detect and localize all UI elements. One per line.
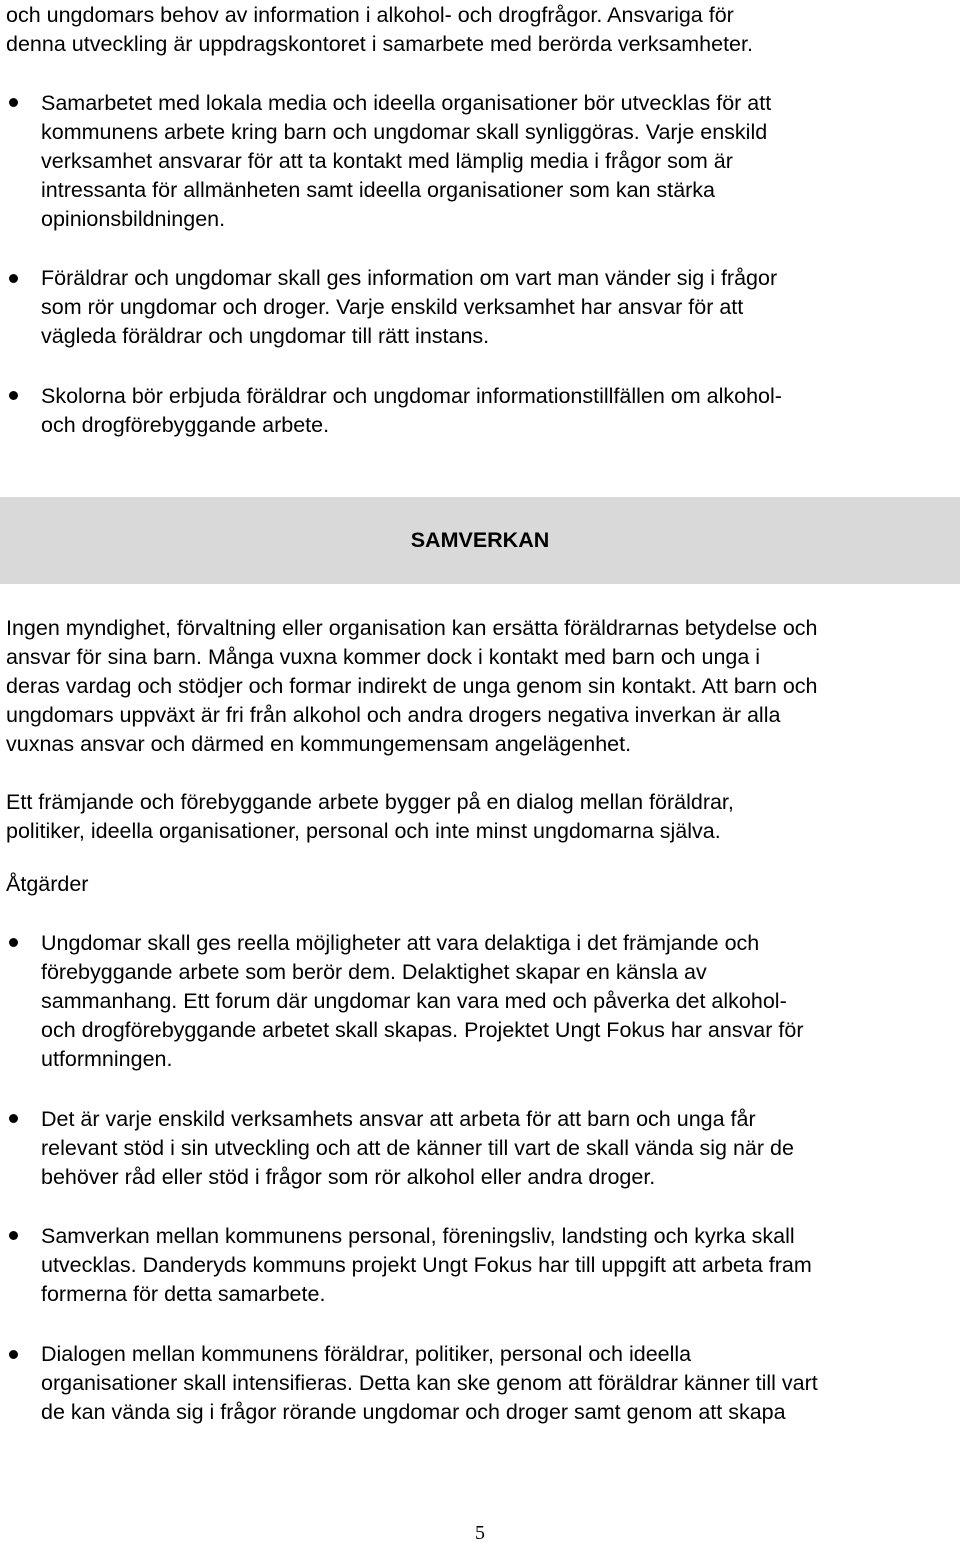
list-item-text: [41, 89, 771, 234]
text-line: förebyggande arbete som berör dem. Delaktighet skapar en känsla av: [41, 960, 707, 984]
text-line: som rör ungdomar och droger. Varje enskild verksamhet har ansvar för att: [41, 295, 744, 319]
text-line: vuxnas ansvar och därmed en kommungemensam angelägenhet.: [6, 732, 632, 756]
text-line: deras vardag och stödjer och formar indirekt de unga genom sin kontakt. Att barn och: [6, 674, 818, 698]
text-line: formerna för detta samarbete.: [41, 1282, 326, 1306]
list-item-text: [41, 1105, 794, 1192]
text-line: och drogförebyggande arbetet skall skapas. Projektet Ungt Fokus har ansvar för: [41, 1018, 804, 1042]
text-line: Ungdomar skall ges reella möjligheter att vara delaktiga i det främjande och: [41, 931, 760, 955]
text-line: kommunens arbete kring barn och ungdomar skall synliggöras. Varje enskild: [41, 120, 768, 144]
list-item-text: [41, 264, 777, 351]
text-line: och ungdomars behov av information i alkohol- och drogfrågor. Ansvariga för: [6, 3, 734, 27]
bullet-icon: [9, 391, 18, 400]
text-line: verksamhet ansvarar för att ta kontakt med lämplig media i frågor som är: [41, 149, 733, 173]
text-line: behöver råd eller stöd i frågor som rör alkohol eller andra droger.: [41, 1165, 656, 1189]
bullet-icon: [9, 98, 18, 107]
bullet-icon: [9, 1231, 18, 1240]
bullet-icon: [9, 938, 18, 947]
bullet-icon: [9, 1114, 18, 1123]
text-line: utvecklas. Danderyds kommuns projekt Ungt Fokus har till uppgift att arbeta fram: [41, 1253, 812, 1277]
body-paragraph: [6, 614, 818, 759]
text-line: Ingen myndighet, förvaltning eller organisation kan ersätta föräldrarnas betydelse och: [6, 616, 818, 640]
text-line: relevant stöd i sin utveckling och att de känner till vart de skall vända sig när de: [41, 1136, 794, 1160]
text-line: sammanhang. Ett forum där ungdomar kan vara med och påverka det alkohol-: [41, 989, 787, 1013]
section-title: SAMVERKAN: [410, 528, 550, 552]
actions-heading: Åtgärder: [6, 872, 89, 896]
text-line: ansvar för sina barn. Många vuxna kommer dock i kontakt med barn och unga i: [6, 645, 761, 669]
text-line: Samverkan mellan kommunens personal, föreningsliv, landsting och kyrka skall: [41, 1224, 795, 1248]
bullet-icon: [9, 1350, 18, 1359]
list-item-text: [41, 1222, 812, 1309]
text-line: Ett främjande och förebyggande arbete bygger på en dialog mellan föräldrar,: [6, 790, 734, 814]
text-line: ungdomars uppväxt är fri från alkohol och andra drogers negativa inverkan är alla: [6, 703, 781, 727]
body-paragraph: [6, 788, 734, 846]
text-line: Samarbetet med lokala media och ideella organisationer bör utvecklas för att: [41, 91, 772, 115]
text-line: Skolorna bör erbjuda föräldrar och ungdomar informationstillfällen om alkohol-: [41, 384, 782, 408]
text-line: utformningen.: [41, 1047, 173, 1071]
text-line: de kan vända sig i frågor rörande ungdomar och droger samt genom att skapa: [41, 1400, 786, 1424]
page-number: 5: [475, 1522, 485, 1544]
text-line: vägleda föräldrar och ungdomar till rätt instans.: [41, 324, 490, 348]
text-line: opinionsbildningen.: [41, 207, 226, 231]
list-item-text: [41, 1340, 818, 1427]
text-line: denna utveckling är uppdragskontoret i samarbete med berörda verksamheter.: [6, 32, 753, 56]
list-item-text: [41, 929, 803, 1074]
text-line: och drogförebyggande arbete.: [41, 413, 330, 437]
bullet-icon: [9, 274, 18, 283]
text-line: intressanta för allmänheten samt ideella organisationer som kan stärka: [41, 178, 716, 202]
intro-paragraph: [6, 1, 753, 59]
text-line: Dialogen mellan kommunens föräldrar, politiker, personal och ideella: [41, 1342, 692, 1366]
text-line: Föräldrar och ungdomar skall ges information om vart man vänder sig i frågor: [41, 266, 778, 290]
text-line: Det är varje enskild verksamhets ansvar att arbeta för att barn och unga får: [41, 1107, 756, 1131]
text-line: organisationer skall intensifieras. Detta kan ske genom att föräldrar känner till vart: [41, 1371, 818, 1395]
text-line: politiker, ideella organisationer, personal och inte minst ungdomarna själva.: [6, 819, 721, 843]
list-item-text: [41, 382, 782, 440]
